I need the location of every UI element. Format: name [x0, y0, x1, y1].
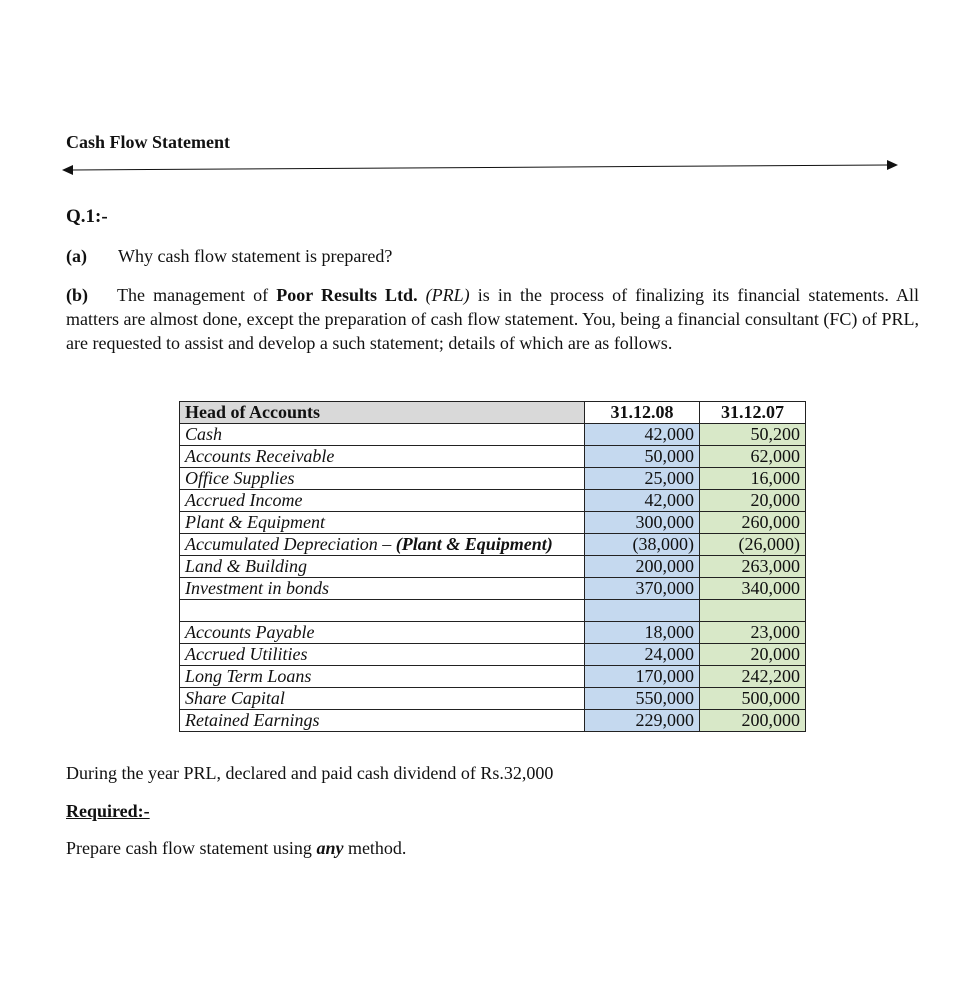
account-name — [180, 534, 585, 556]
page-title: Cash Flow Statement — [66, 132, 230, 152]
value-31-12-07: 62,000 — [700, 446, 806, 468]
part-a-text: Why cash flow statement is prepared? — [118, 246, 393, 266]
account-name-text: Long Term Loans — [185, 666, 312, 686]
table-row — [180, 490, 806, 512]
dividend-note: During the year PRL, declared and paid cash dividend of Rs.32,000 — [66, 763, 554, 783]
table-row — [180, 666, 806, 688]
part-b-intro: The management of — [117, 285, 277, 305]
part-b-rest: is in the process of finalizing its financial statements. All matters are almost done, except the preparation of cash flow statement. You, being a financial consultant (FC) of PRL, are requested to assist and develop a such statement; details of which are as follows. — [66, 285, 919, 353]
value-31-12-07: 20,000 — [700, 644, 806, 666]
account-name — [180, 644, 585, 666]
table-row — [180, 622, 806, 644]
value-31-12-08: 550,000 — [585, 688, 700, 710]
value-31-12-08: 18,000 — [585, 622, 700, 644]
value-31-12-08: 42,000 — [585, 424, 700, 446]
value-31-12-08 — [585, 600, 700, 622]
account-name — [180, 468, 585, 490]
account-name-text: Plant & Equipment — [185, 512, 325, 532]
account-name-text: Land & Building — [185, 556, 308, 576]
account-name-text: Share Capital — [185, 688, 285, 708]
table-row — [180, 556, 806, 578]
value-31-12-08: 370,000 — [585, 578, 700, 600]
table-row — [180, 446, 806, 468]
value-31-12-08: 300,000 — [585, 512, 700, 534]
account-name — [180, 600, 585, 622]
account-name-text: Retained Earnings — [185, 710, 320, 730]
table-row — [180, 424, 806, 446]
table-row — [180, 644, 806, 666]
part-a — [66, 246, 392, 267]
account-name — [180, 710, 585, 732]
account-name — [180, 424, 585, 446]
table-row — [180, 512, 806, 534]
account-name-text: Investment in bonds — [185, 578, 329, 598]
double-arrow-divider — [62, 156, 902, 180]
prepare-before: Prepare cash flow statement using — [66, 838, 317, 858]
prepare-emphasis: any — [316, 838, 344, 858]
value-31-12-07: 340,000 — [700, 578, 806, 600]
prepare-after: method. — [343, 838, 407, 858]
header-head-of-accounts: Head of Accounts — [180, 402, 585, 424]
account-name — [180, 622, 585, 644]
value-31-12-07 — [700, 600, 806, 622]
header-31-12-07: 31.12.07 — [700, 402, 806, 424]
account-name-text: Accrued Income — [185, 490, 303, 510]
table-row — [180, 688, 806, 710]
required-label: Required:- — [66, 801, 150, 821]
value-31-12-07: 260,000 — [700, 512, 806, 534]
value-31-12-07: 500,000 — [700, 688, 806, 710]
account-name — [180, 688, 585, 710]
table-row — [180, 710, 806, 732]
company-abbr: (PRL) — [425, 285, 470, 305]
table-row — [180, 600, 806, 622]
account-name-text: Accrued Utilities — [185, 644, 308, 664]
account-name-text: Accumulated Depreciation – — [185, 534, 396, 554]
accounts-table — [179, 401, 806, 732]
value-31-12-07: 263,000 — [700, 556, 806, 578]
account-name — [180, 446, 585, 468]
value-31-12-07: 23,000 — [700, 622, 806, 644]
account-name — [180, 512, 585, 534]
question-number: Q.1:- — [66, 206, 108, 227]
value-31-12-08: 24,000 — [585, 644, 700, 666]
table-row — [180, 578, 806, 600]
table-header-row — [180, 402, 806, 424]
value-31-12-08: (38,000) — [585, 534, 700, 556]
table-row — [180, 468, 806, 490]
value-31-12-08: 170,000 — [585, 666, 700, 688]
company-name: Poor Results Ltd. — [276, 285, 418, 305]
account-name-qualifier: (Plant & Equipment) — [395, 534, 553, 554]
value-31-12-07: 200,000 — [700, 710, 806, 732]
value-31-12-07: 242,200 — [700, 666, 806, 688]
account-name — [180, 556, 585, 578]
part-b-label: (b) — [66, 285, 88, 305]
table-row — [180, 534, 806, 556]
account-name — [180, 578, 585, 600]
account-name-text: Accounts Receivable — [185, 446, 335, 466]
value-31-12-07: (26,000) — [700, 534, 806, 556]
value-31-12-08: 42,000 — [585, 490, 700, 512]
header-31-12-08: 31.12.08 — [585, 402, 700, 424]
value-31-12-08: 200,000 — [585, 556, 700, 578]
part-b — [66, 283, 919, 355]
account-name-text: Office Supplies — [185, 468, 295, 488]
prepare-instruction — [66, 838, 406, 859]
value-31-12-07: 20,000 — [700, 490, 806, 512]
part-a-label: (a) — [66, 246, 87, 266]
value-31-12-08: 25,000 — [585, 468, 700, 490]
value-31-12-08: 50,000 — [585, 446, 700, 468]
account-name-text: Cash — [185, 424, 223, 444]
value-31-12-07: 50,200 — [700, 424, 806, 446]
account-name — [180, 490, 585, 512]
account-name — [180, 666, 585, 688]
value-31-12-07: 16,000 — [700, 468, 806, 490]
account-name-text: Accounts Payable — [185, 622, 315, 642]
value-31-12-08: 229,000 — [585, 710, 700, 732]
